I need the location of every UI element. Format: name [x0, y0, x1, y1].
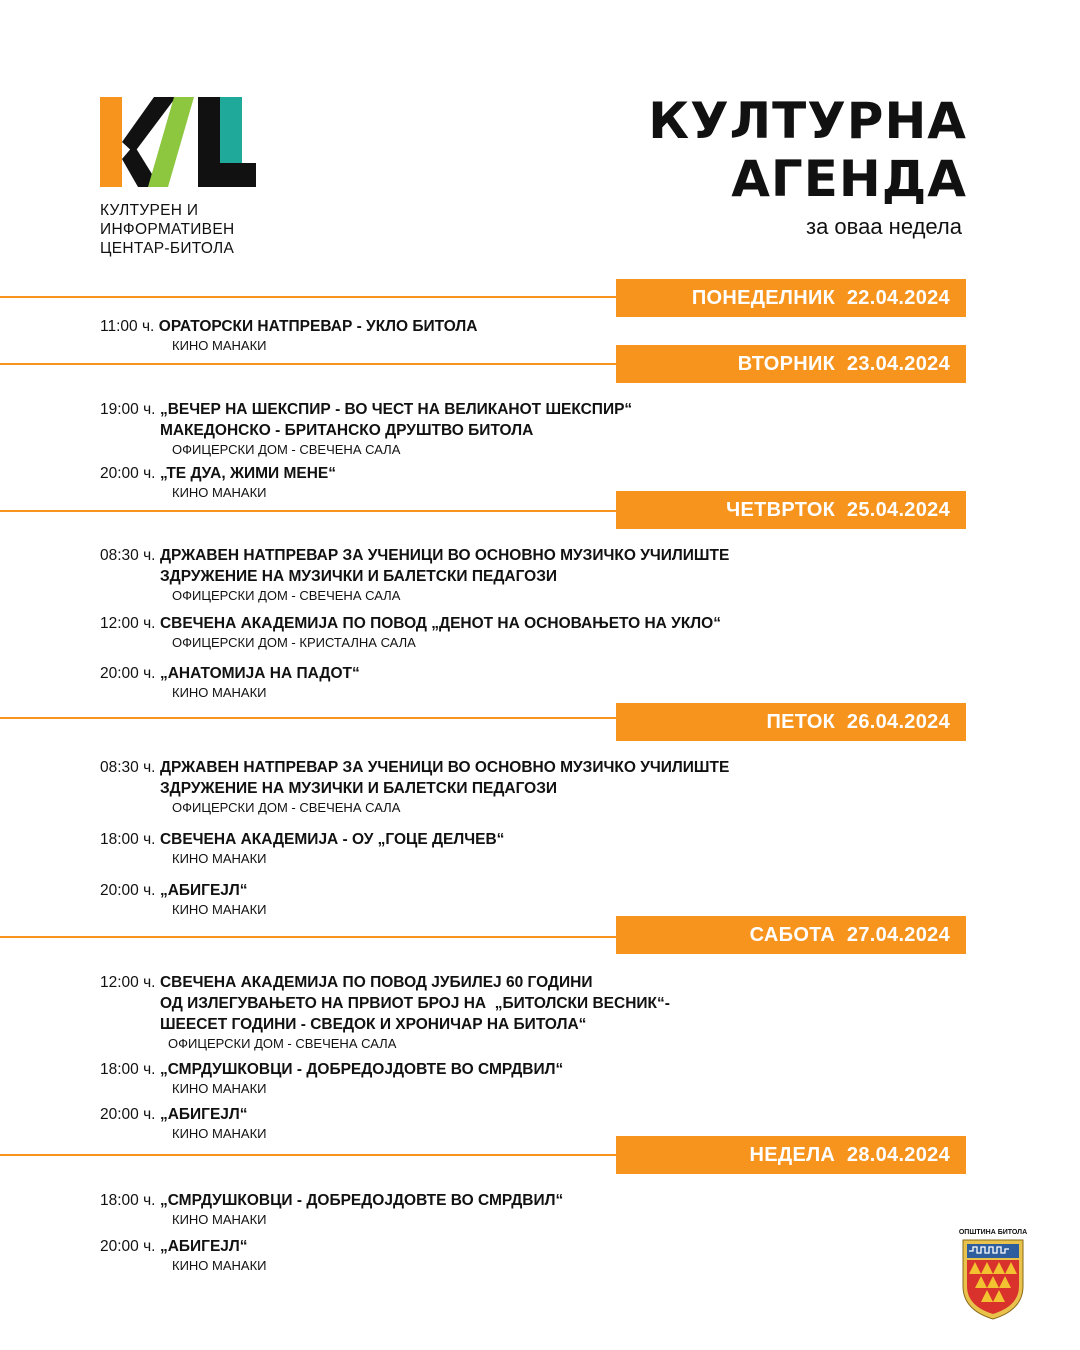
day-header-saturday: САБОТА 27.04.2024: [616, 916, 966, 954]
event-item: [100, 613, 860, 652]
event-title: „АБИГЕЈЛ“: [159, 1106, 248, 1123]
day-header-monday: ПОНЕДЕЛНИК 22.04.2024: [616, 279, 966, 317]
event-venue: ОФИЦЕРСКИ ДОМ - КРИСТАЛНА САЛА: [172, 635, 416, 650]
svg-text:ОПШТИНА БИТОЛА: ОПШТИНА БИТОЛА: [958, 1229, 1028, 1236]
event-venue: ОФИЦЕРСКИ ДОМ - СВЕЧЕНА САЛА: [172, 442, 401, 457]
org-line: ЦЕНТАР-БИТОЛА: [100, 240, 235, 257]
day-divider: [0, 717, 616, 719]
day-header-friday: ПЕТОК 26.04.2024: [616, 703, 966, 741]
event-time: 12:00 ч.: [100, 615, 156, 632]
event-item: [100, 880, 860, 919]
event-venue: КИНО МАНАКИ: [172, 485, 267, 500]
event-venue: ОФИЦЕРСКИ ДОМ - СВЕЧЕНА САЛА: [172, 800, 401, 815]
event-time: 20:00 ч.: [100, 882, 156, 899]
event-item: [100, 1059, 860, 1098]
municipality-coat-of-arms-icon: [958, 1226, 1028, 1322]
event-title: СВЕЧЕНА АКАДЕМИЈА ПО ПОВОД ЈУБИЛЕЈ 60 ГОДИНИ ОД ИЗЛЕГУВАЊЕТО НА ПРВИОТ БРОЈ НА „БИТОЛСКИ ВЕСНИК“- ШЕЕСЕТ ГОДИНИ - СВЕДОК И ХРОНИЧАР НА БИТОЛА“: [159, 974, 670, 1033]
event-time: 20:00 ч.: [100, 1106, 156, 1123]
day-header-thursday: ЧЕТВРТОК 25.04.2024: [616, 491, 966, 529]
event-title: ОРАТОРСКИ НАТПРЕВАР - УКЛО БИТОЛА: [158, 318, 478, 335]
event-title: „ВЕЧЕР НА ШЕКСПИР - ВО ЧЕСТ НА ВЕЛИКАНОТ ШЕКСПИР“ МАКЕДОНСКО - БРИТАНСКО ДРУШТВО БИТОЛА: [159, 401, 633, 439]
event-title: СВЕЧЕНА АКАДЕМИЈА - ОУ „ГОЦЕ ДЕЛЧЕВ“: [159, 831, 505, 848]
event-venue: КИНО МАНАКИ: [172, 902, 267, 917]
event-venue: КИНО МАНАКИ: [172, 1258, 267, 1273]
event-title: „ТЕ ДУА, ЖИМИ МЕНЕ“: [159, 465, 336, 482]
event-venue: КИНО МАНАКИ: [172, 851, 267, 866]
event-time: 18:00 ч.: [100, 1192, 156, 1209]
event-venue: КИНО МАНАКИ: [172, 1081, 267, 1096]
event-title: „АБИГЕЈЛ“: [159, 882, 248, 899]
event-title: СВЕЧЕНА АКАДЕМИЈА ПО ПОВОД „ДЕНОТ НА ОСНОВАЊЕТО НА УКЛО“: [159, 615, 721, 632]
event-title: „АНАТОМИЈА НА ПАДОТ“: [159, 665, 360, 682]
event-time: 20:00 ч.: [100, 1238, 156, 1255]
day-divider: [0, 363, 616, 365]
event-item: [100, 545, 860, 605]
event-venue: КИНО МАНАКИ: [172, 338, 267, 353]
event-time: 18:00 ч.: [100, 831, 156, 848]
org-line: КУЛТУРЕН И: [100, 202, 199, 219]
event-time: 20:00 ч.: [100, 665, 156, 682]
day-header-tuesday: ВТОРНИК 23.04.2024: [616, 345, 966, 383]
event-title: „СМРДУШКОВЦИ - ДОБРЕДОЈДОВТЕ ВО СМРДВИЛ“: [159, 1192, 564, 1209]
event-item: [100, 1190, 860, 1229]
event-title: „АБИГЕЈЛ“: [159, 1238, 248, 1255]
event-item: [100, 663, 860, 702]
page-title: [648, 92, 967, 208]
page-subtitle: за оваа недела: [805, 214, 962, 239]
event-item: [100, 757, 860, 817]
event-item: [100, 399, 860, 459]
day-header-sunday: НЕДЕЛА 28.04.2024: [616, 1136, 966, 1174]
event-time: 11:00 ч.: [100, 318, 155, 335]
event-time: 08:30 ч.: [100, 547, 156, 564]
event-title: „СМРДУШКОВЦИ - ДОБРЕДОЈДОВТЕ ВО СМРДВИЛ“: [159, 1061, 564, 1078]
event-item: [100, 972, 860, 1053]
day-divider: [0, 1154, 616, 1156]
kic-logo: [100, 97, 260, 187]
title-line: КУЛТУРНА: [648, 92, 967, 150]
event-item: [100, 1236, 860, 1275]
event-venue: КИНО МАНАКИ: [172, 1126, 267, 1141]
day-divider: [0, 296, 616, 298]
event-title: ДРЖАВЕН НАТПРЕВАР ЗА УЧЕНИЦИ ВО ОСНОВНО МУЗИЧКО УЧИЛИШТЕ ЗДРУЖЕНИЕ НА МУЗИЧКИ И БАЛЕТСКИ ПЕДАГОЗИ: [159, 759, 730, 797]
day-divider: [0, 936, 616, 938]
event-venue: КИНО МАНАКИ: [172, 685, 267, 700]
event-time: 08:30 ч.: [100, 759, 156, 776]
org-line: ИНФОРМАТИВЕН: [100, 221, 235, 238]
event-time: 19:00 ч.: [100, 401, 156, 418]
event-time: 12:00 ч.: [100, 974, 156, 991]
event-item: [100, 829, 860, 868]
organization-name: [100, 201, 340, 258]
event-title: ДРЖАВЕН НАТПРЕВАР ЗА УЧЕНИЦИ ВО ОСНОВНО МУЗИЧКО УЧИЛИШТЕ ЗДРУЖЕНИЕ НА МУЗИЧКИ И БАЛЕТСКИ ПЕДАГОЗИ: [159, 547, 730, 585]
title-line: АГЕНДА: [731, 150, 967, 208]
event-venue: ОФИЦЕРСКИ ДОМ - СВЕЧЕНА САЛА: [172, 588, 401, 603]
event-venue: КИНО МАНАКИ: [172, 1212, 267, 1227]
event-time: 20:00 ч.: [100, 465, 156, 482]
day-divider: [0, 510, 616, 512]
event-time: 18:00 ч.: [100, 1061, 156, 1078]
event-venue: ОФИЦЕРСКИ ДОМ - СВЕЧЕНА САЛА: [168, 1036, 397, 1051]
